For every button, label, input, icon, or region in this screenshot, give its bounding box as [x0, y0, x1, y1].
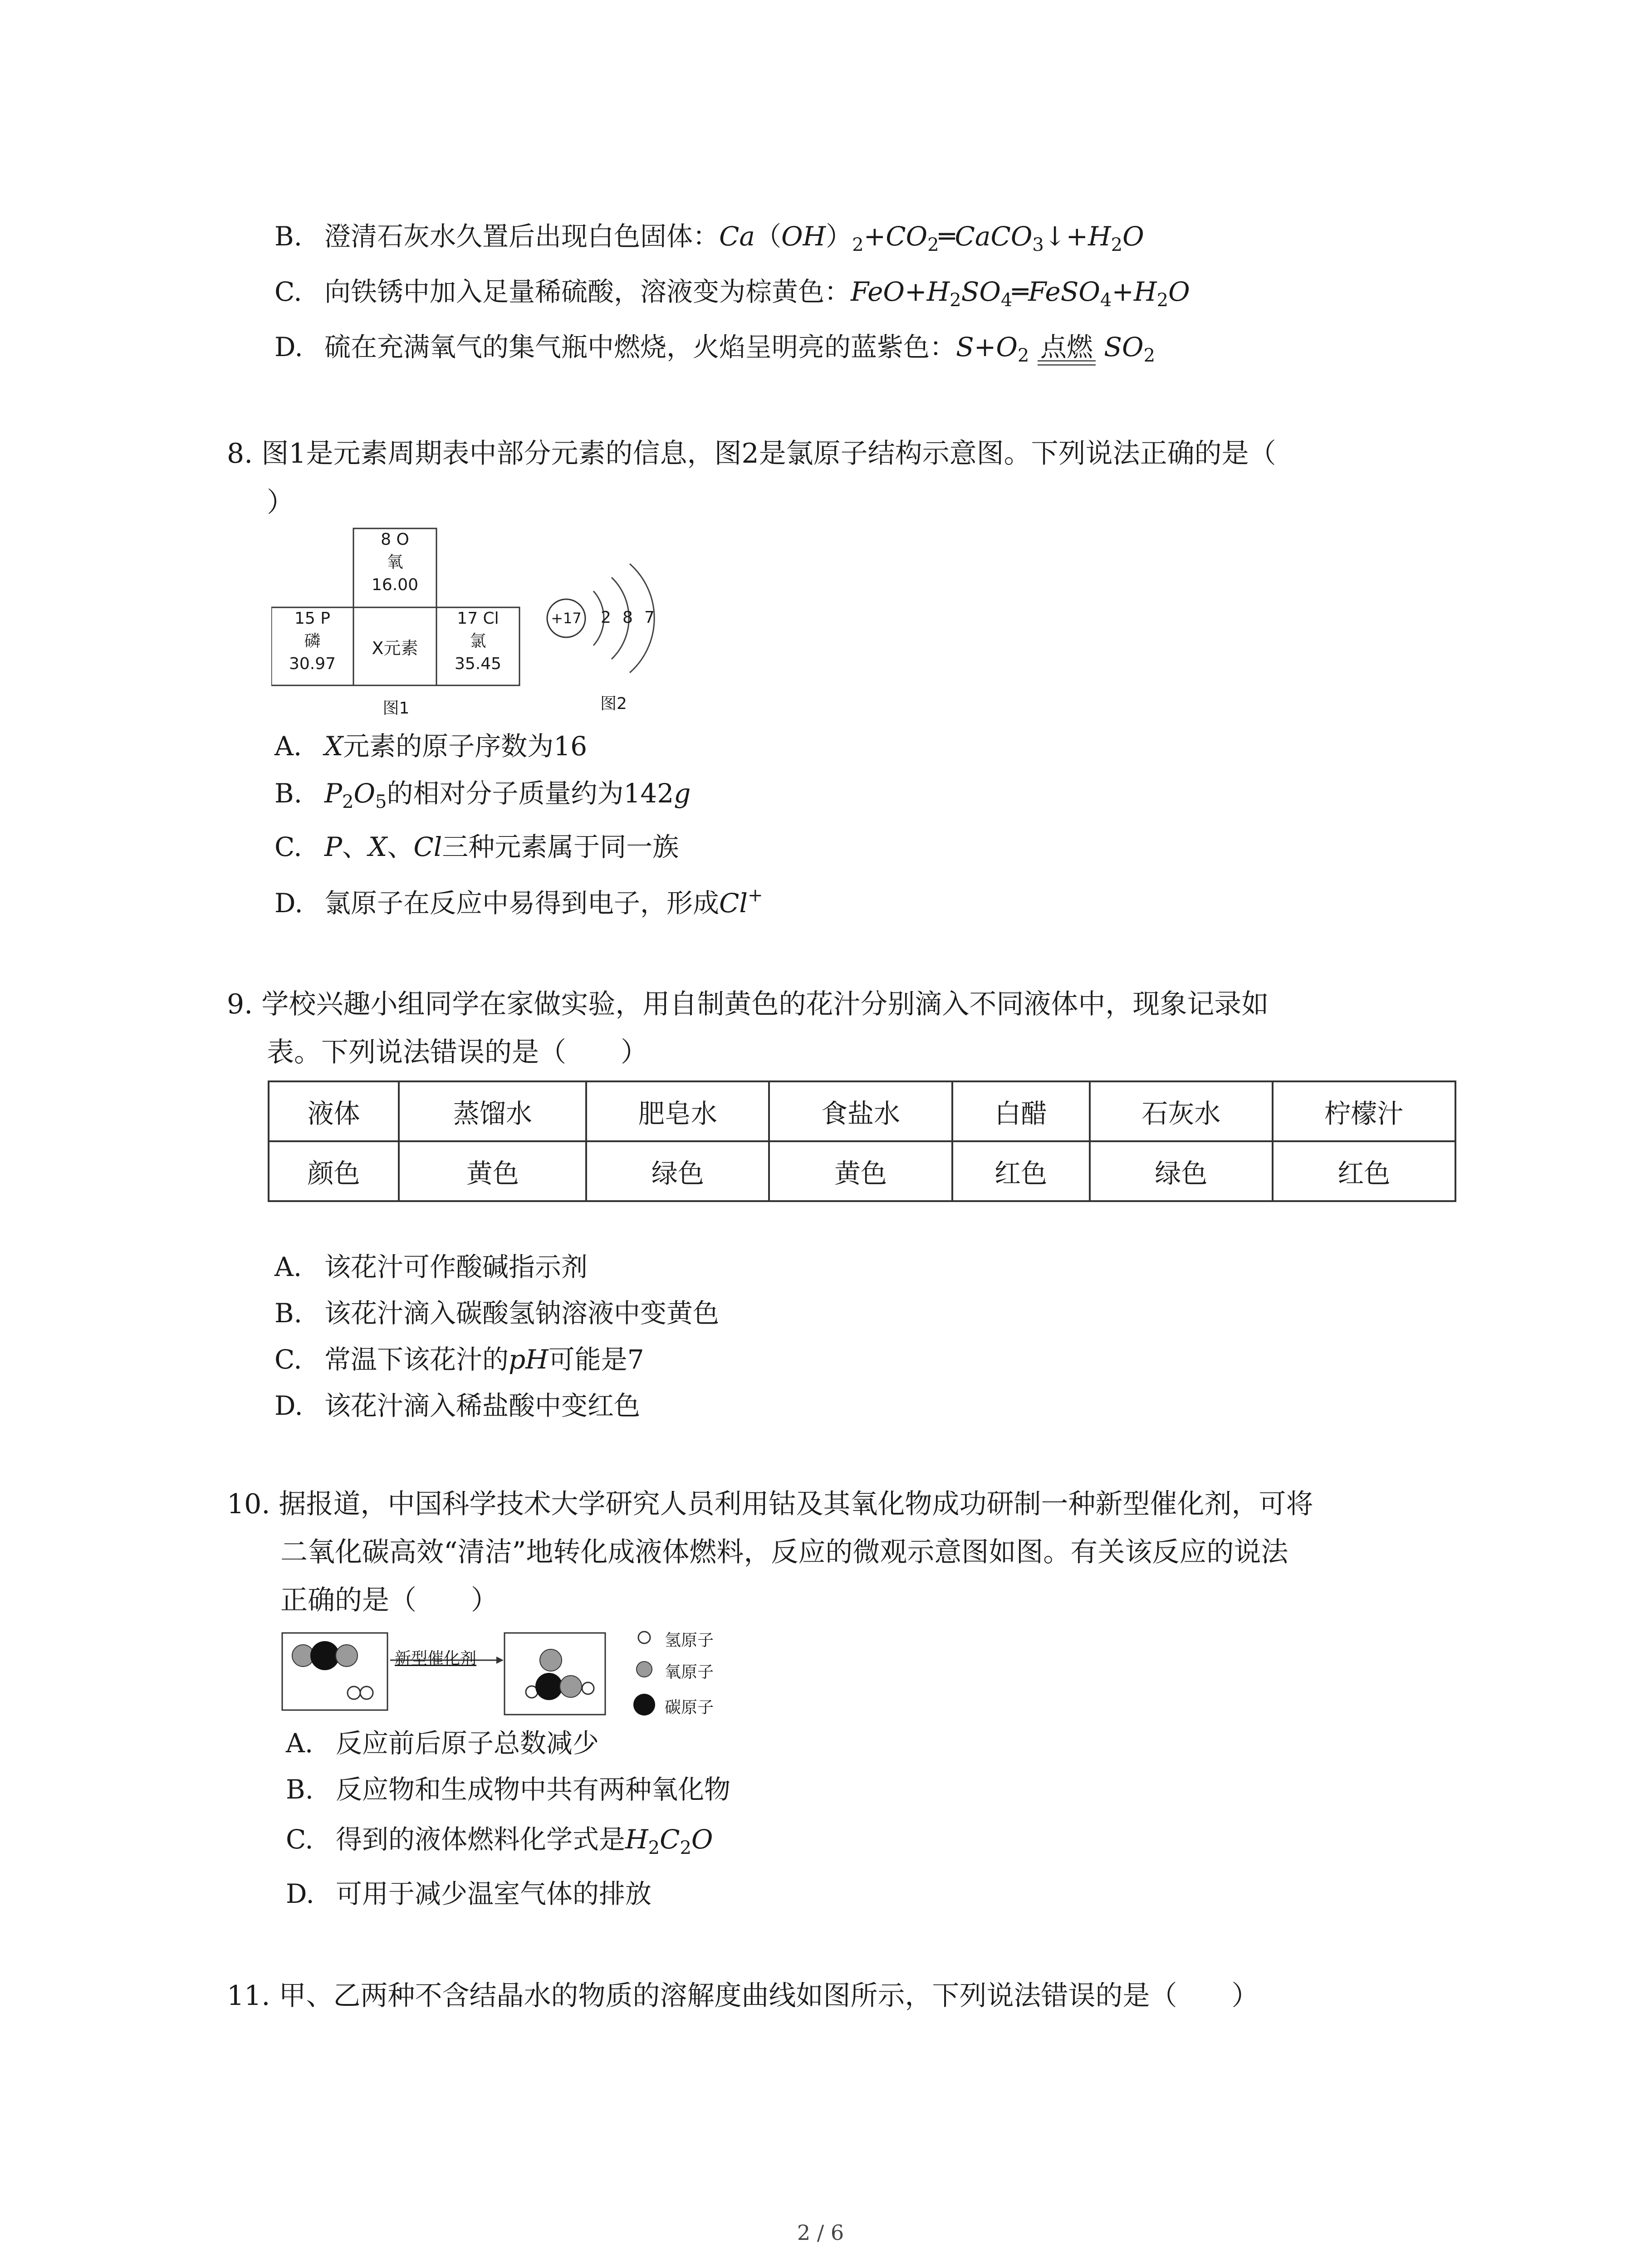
table-cell: 黄色: [769, 1141, 952, 1201]
table-row: [269, 1141, 1455, 1201]
q9-option-b: B. 该花汁滴入碳酸氢钠溶液中变黄色: [274, 1298, 720, 1329]
q10-stem-line3: 正确的是（ ）: [280, 1584, 498, 1616]
shell-1-count: 2: [601, 608, 611, 627]
q11-stem: 11. 甲、乙两种不含结晶水的物质的溶解度曲线如图所示，下列说法错误的是（ ）: [227, 1980, 1259, 2012]
page-number: 2 / 6: [797, 2220, 844, 2245]
q7-option-c: C. 向铁锈中加入足量稀硫酸，溶液变为棕黄色：$FeO+H_2SO_4═FeSO_4+H_2O$: [274, 276, 1190, 311]
table-cell: 绿色: [586, 1141, 769, 1201]
q10-option-b: B. 反应物和生成物中共有两种氧化物: [286, 1774, 731, 1805]
legend-oxygen: 氧原子: [665, 1663, 714, 1681]
table-cell: 绿色: [1090, 1141, 1273, 1201]
catalyst-label: 新型催化剂: [395, 1649, 477, 1668]
table-cell: 黄色: [399, 1141, 586, 1201]
q8-stem-line1: 8. 图1是元素周期表中部分元素的信息，图2是氯原子结构示意图。下列说法正确的是（: [227, 438, 1276, 469]
table-cell: 白醋: [952, 1081, 1090, 1141]
table-cell: 食盐水: [769, 1081, 952, 1141]
nucleus-label: +17: [551, 610, 582, 627]
q8-option-b: B. $P_2O_5$的相对分子质量约为142g: [274, 778, 691, 812]
table-header-row: [269, 1081, 1455, 1141]
q7-option-d-text: 硫在充满氧气的集气瓶中燃烧，火焰呈明亮的蓝紫色：$S+O_2$ 点燃 $SO_2$: [324, 332, 1156, 366]
legend-hydrogen: 氢原子: [665, 1631, 714, 1650]
figure2-caption: 图2: [600, 694, 627, 713]
q10-stem-line2: 二氧化碳高效“清洁”地转化成液体燃料，反应的微观示意图如图。有关该反应的说法: [280, 1536, 1288, 1568]
q9-option-d: D. 该花汁滴入稀盐酸中变红色: [274, 1390, 641, 1421]
q8-figure-periodic: [271, 528, 671, 723]
q10-stem-line1: 10. 据报道，中国科学技术大学研究人员利用钴及其氧化物成功研制一种新型催化剂，可将: [227, 1488, 1313, 1520]
table-cell: 石灰水: [1090, 1081, 1273, 1141]
q8-option-a: A. X元素的原子序数为16: [274, 731, 588, 762]
table-cell: 液体: [269, 1081, 399, 1141]
q7-option-c-text: 向铁锈中加入足量稀硫酸，溶液变为棕黄色：$FeO+H_2SO_4═FeSO_4+H_2O$: [324, 276, 1190, 311]
q10-reaction-figure: [281, 1628, 740, 1728]
table-cell: 肥皂水: [586, 1081, 769, 1141]
table-cell: 蒸馏水: [399, 1081, 586, 1141]
phosphorus-cell: 15 P 磷 30.97: [289, 609, 336, 673]
q8-option-c: C. P、X、Cl三种元素属于同一族: [274, 831, 679, 862]
q9-color-table: [268, 1080, 1456, 1202]
q8-option-d: D. 氯原子在反应中易得到电子，形成Cl+: [274, 885, 763, 919]
q10-option-d: D. 可用于减少温室气体的排放: [286, 1878, 652, 1909]
figure1-caption: 图1: [382, 699, 410, 718]
table-cell: 红色: [1273, 1141, 1455, 1201]
q7-option-b: B. 澄清石灰水久置后出现白色固体：$Ca(OH)_2+CO_2═CaCO_3↓+H_2O$: [274, 221, 1144, 255]
q7-option-d: D. 硫在充满氧气的集气瓶中燃烧，火焰呈明亮的蓝紫色：$S+O_2$ 点燃 $SO_2$: [274, 332, 1156, 366]
q10-option-c: C. 得到的液体燃料化学式是$H_2C_2O$: [286, 1824, 713, 1858]
table-cell: 柠檬汁: [1273, 1081, 1455, 1141]
oxygen-cell: 8 O 氧 16.00: [371, 530, 419, 594]
q8-stem-line2: ）: [267, 487, 294, 518]
q9-option-c: C. 常温下该花汁的pH可能是7: [274, 1344, 644, 1375]
legend-carbon: 碳原子: [665, 1698, 714, 1717]
q10-option-a: A. 反应前后原子总数减少: [286, 1728, 599, 1759]
shell-2-count: 8: [622, 608, 633, 627]
q9-stem-line1: 9. 学校兴趣小组同学在家做实验，用自制黄色的花汁分别滴入不同液体中，现象记录如: [227, 988, 1269, 1020]
table-cell: 颜色: [269, 1141, 399, 1201]
chlorine-cell: 17 Cl 氯 35.45: [454, 609, 502, 673]
q7-option-b-text: 澄清石灰水久置后出现白色固体：$Ca(OH)_2+CO_2═CaCO_3↓+H_2O$: [324, 221, 1144, 255]
q9-option-a: A. 该花汁可作酸碱指示剂: [274, 1251, 588, 1282]
table-cell: 红色: [952, 1141, 1090, 1201]
shell-3-count: 7: [644, 608, 655, 627]
x-element-cell: X元素: [372, 638, 418, 658]
q9-stem-line2: 表。下列说法错误的是（ ）: [267, 1036, 648, 1068]
